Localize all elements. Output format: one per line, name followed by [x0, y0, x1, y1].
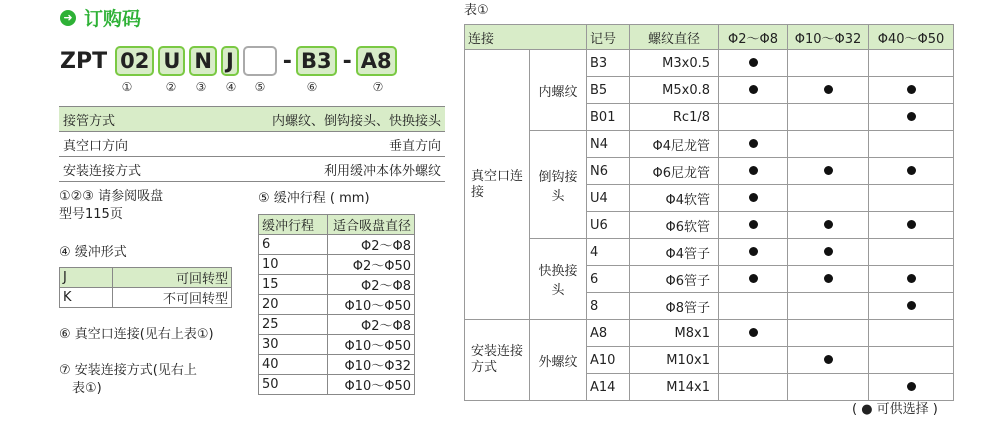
table-row — [259, 335, 415, 355]
stroke-value: 10 — [259, 255, 328, 275]
note-7-line1: ⑦ 安装连接方式(见右上 — [59, 363, 197, 378]
spec-row — [59, 107, 445, 132]
connection-table — [464, 24, 954, 401]
available-dot-icon — [907, 301, 916, 310]
row-code: U6 — [587, 212, 630, 239]
row-code: B5 — [587, 77, 630, 104]
table-row — [60, 268, 232, 288]
table1-title: 表① — [464, 3, 489, 18]
available-dot-icon — [749, 85, 758, 94]
note-7 — [59, 362, 197, 398]
available-dot-icon — [824, 220, 833, 229]
row-code: 4 — [587, 239, 630, 266]
available-dot-icon — [907, 85, 916, 94]
available-dot-icon — [824, 355, 833, 364]
row-code: 8 — [587, 293, 630, 320]
code-num-7: ⑦ — [372, 80, 384, 94]
availability-cell — [719, 320, 788, 347]
availability-cell — [869, 131, 954, 158]
availability-cell — [788, 158, 869, 185]
code-part-5 — [243, 46, 277, 76]
note-123-line1: ①②③ 请参阅吸盘 — [59, 189, 164, 204]
row-thread: M5x0.8 — [630, 77, 719, 104]
available-dot-icon — [824, 85, 833, 94]
availability-cell — [869, 104, 954, 131]
availability-cell — [869, 293, 954, 320]
code-dash-2: - — [342, 48, 352, 74]
spec-value: 利用缓冲本体外螺纹 — [207, 157, 445, 182]
code-num-2: ② — [165, 80, 177, 94]
note-6: ⑥ 真空口连接(见右上表①) — [59, 327, 214, 342]
spec-row — [59, 132, 445, 157]
availability-cell — [719, 266, 788, 293]
row-code: A10 — [587, 347, 630, 374]
table-row — [259, 235, 415, 255]
code-part-1: 02 — [115, 46, 154, 76]
available-dot-icon — [749, 328, 758, 337]
availability-cell — [869, 158, 954, 185]
row-code: A14 — [587, 374, 630, 401]
available-dot-icon — [749, 220, 758, 229]
table-row — [465, 131, 954, 158]
availability-cell — [719, 104, 788, 131]
stroke-table — [258, 214, 415, 395]
table-header-row — [465, 25, 954, 50]
row-code: N4 — [587, 131, 630, 158]
availability-cell — [788, 212, 869, 239]
row-code: B01 — [587, 104, 630, 131]
stroke-header-2: 适合吸盘直径 — [328, 215, 415, 235]
code-num-4: ④ — [225, 80, 237, 94]
table-row — [259, 275, 415, 295]
stroke-diameter: Φ10～Φ50 — [328, 375, 415, 395]
availability-cell — [788, 185, 869, 212]
available-dot-icon — [749, 193, 758, 202]
availability-cell — [788, 320, 869, 347]
row-thread: M8x1 — [630, 320, 719, 347]
table-row — [259, 375, 415, 395]
stroke-diameter: Φ10～Φ50 — [328, 335, 415, 355]
code-part-3: N — [189, 46, 217, 76]
spec-label: 接管方式 — [59, 107, 207, 132]
available-dot-icon — [749, 58, 758, 67]
stroke-value: 20 — [259, 295, 328, 315]
available-dot-icon — [907, 274, 916, 283]
row-code: U4 — [587, 185, 630, 212]
row-thread: Φ8管子 — [630, 293, 719, 320]
stroke-value: 15 — [259, 275, 328, 295]
header-dia-2: Φ10～Φ32 — [788, 25, 869, 50]
spec-table — [59, 106, 445, 182]
buffer-desc: 不可回转型 — [113, 288, 232, 308]
availability-cell — [719, 185, 788, 212]
sub-external-thread: 外螺纹 — [530, 320, 587, 401]
availability-cell — [788, 239, 869, 266]
sub-quick-fitting: 快换接头 — [530, 239, 587, 320]
note-7-line2: 表①) — [72, 381, 102, 396]
stroke-diameter: Φ2～Φ8 — [328, 275, 415, 295]
table-row — [465, 239, 954, 266]
section-title — [60, 4, 141, 31]
code-num-1: ① — [121, 80, 133, 94]
available-dot-icon — [749, 274, 758, 283]
stroke-title: ⑤ 缓冲行程 ( mm) — [258, 191, 370, 206]
availability-cell — [869, 266, 954, 293]
table1-footnote: ( ● 可供选择 ) — [852, 402, 938, 417]
row-thread: Φ4管子 — [630, 239, 719, 266]
availability-cell — [788, 77, 869, 104]
availability-cell — [869, 185, 954, 212]
row-thread: M14x1 — [630, 374, 719, 401]
table-header-row — [259, 215, 415, 235]
code-part-4: J — [221, 46, 239, 76]
stroke-diameter: Φ10～Φ50 — [328, 295, 415, 315]
header-code: 记号 — [587, 25, 630, 50]
header-thread: 螺纹直径 — [630, 25, 719, 50]
stroke-header-1: 缓冲行程 — [259, 215, 328, 235]
row-thread: Φ4尼龙管 — [630, 131, 719, 158]
row-code: B3 — [587, 50, 630, 77]
note-123-line2: 型号115页 — [59, 207, 123, 222]
group-vacuum: 真空口连接 — [465, 50, 530, 320]
availability-cell — [719, 239, 788, 266]
stroke-value: 40 — [259, 355, 328, 375]
row-thread: Φ6软管 — [630, 212, 719, 239]
available-dot-icon — [907, 382, 916, 391]
spec-label: 安装连接方式 — [59, 157, 207, 182]
row-thread: M3x0.5 — [630, 50, 719, 77]
stroke-diameter: Φ2～Φ50 — [328, 255, 415, 275]
table-row — [465, 50, 954, 77]
table-row — [465, 320, 954, 347]
available-dot-icon — [749, 166, 758, 175]
code-part-6: B3 — [296, 46, 337, 76]
availability-cell — [788, 131, 869, 158]
sub-barb-fitting: 倒钩接头 — [530, 131, 587, 239]
section-title-text: 订购码 — [84, 8, 142, 30]
row-code: 6 — [587, 266, 630, 293]
availability-cell — [788, 374, 869, 401]
stroke-diameter: Φ2～Φ8 — [328, 235, 415, 255]
group-mount: 安装连接方式 — [465, 320, 530, 401]
availability-cell — [869, 239, 954, 266]
availability-cell — [719, 77, 788, 104]
available-dot-icon — [907, 220, 916, 229]
row-thread: Φ6管子 — [630, 266, 719, 293]
code-num-5: ⑤ — [254, 80, 266, 94]
availability-cell — [869, 374, 954, 401]
availability-cell — [719, 347, 788, 374]
available-dot-icon — [907, 112, 916, 121]
stroke-diameter: Φ10～Φ32 — [328, 355, 415, 375]
available-dot-icon — [824, 274, 833, 283]
code-dash-1: - — [282, 48, 292, 74]
availability-cell — [788, 347, 869, 374]
availability-cell — [869, 347, 954, 374]
sub-internal-thread: 内螺纹 — [530, 50, 587, 131]
buffer-code: J — [60, 268, 113, 288]
availability-cell — [869, 50, 954, 77]
code-prefix: ZPT — [60, 48, 108, 74]
spec-label: 真空口方向 — [59, 132, 207, 157]
availability-cell — [719, 374, 788, 401]
available-dot-icon — [749, 247, 758, 256]
buffer-form-table — [59, 267, 232, 308]
row-code: A8 — [587, 320, 630, 347]
availability-cell — [869, 320, 954, 347]
stroke-value: 25 — [259, 315, 328, 335]
table-row — [259, 315, 415, 335]
available-dot-icon — [749, 139, 758, 148]
note-123 — [59, 188, 163, 224]
availability-cell — [788, 266, 869, 293]
header-dia-3: Φ40～Φ50 — [869, 25, 954, 50]
spec-value: 垂直方向 — [207, 132, 445, 157]
spec-row — [59, 157, 445, 182]
availability-cell — [719, 50, 788, 77]
row-thread: Φ6尼龙管 — [630, 158, 719, 185]
header-connection: 连接 — [465, 25, 587, 50]
stroke-value: 6 — [259, 235, 328, 255]
availability-cell — [788, 293, 869, 320]
availability-cell — [869, 212, 954, 239]
code-part-7: A8 — [356, 46, 397, 76]
spec-value: 内螺纹、倒钩接头、快换接头 — [207, 107, 445, 132]
available-dot-icon — [824, 247, 833, 256]
stroke-value: 50 — [259, 375, 328, 395]
availability-cell — [719, 131, 788, 158]
buffer-code: K — [60, 288, 113, 308]
available-dot-icon — [824, 166, 833, 175]
availability-cell — [719, 293, 788, 320]
table-row — [259, 255, 415, 275]
code-part-2: U — [158, 46, 185, 76]
order-code — [60, 46, 401, 76]
code-position-numbers — [0, 80, 420, 94]
code-num-6: ⑥ — [306, 80, 318, 94]
note-4: ④ 缓冲形式 — [59, 245, 127, 260]
availability-cell — [869, 77, 954, 104]
row-thread: M10x1 — [630, 347, 719, 374]
arrow-right-icon: ➜ — [60, 10, 76, 26]
row-thread: Rc1/8 — [630, 104, 719, 131]
stroke-value: 30 — [259, 335, 328, 355]
available-dot-icon — [907, 166, 916, 175]
code-num-3: ③ — [195, 80, 207, 94]
buffer-desc: 可回转型 — [113, 268, 232, 288]
row-thread: Φ4软管 — [630, 185, 719, 212]
availability-cell — [719, 212, 788, 239]
table-row — [259, 295, 415, 315]
availability-cell — [788, 50, 869, 77]
availability-cell — [788, 104, 869, 131]
table-row — [259, 355, 415, 375]
availability-cell — [719, 158, 788, 185]
stroke-diameter: Φ2～Φ8 — [328, 315, 415, 335]
row-code: N6 — [587, 158, 630, 185]
header-dia-1: Φ2～Φ8 — [719, 25, 788, 50]
table-row — [60, 288, 232, 308]
